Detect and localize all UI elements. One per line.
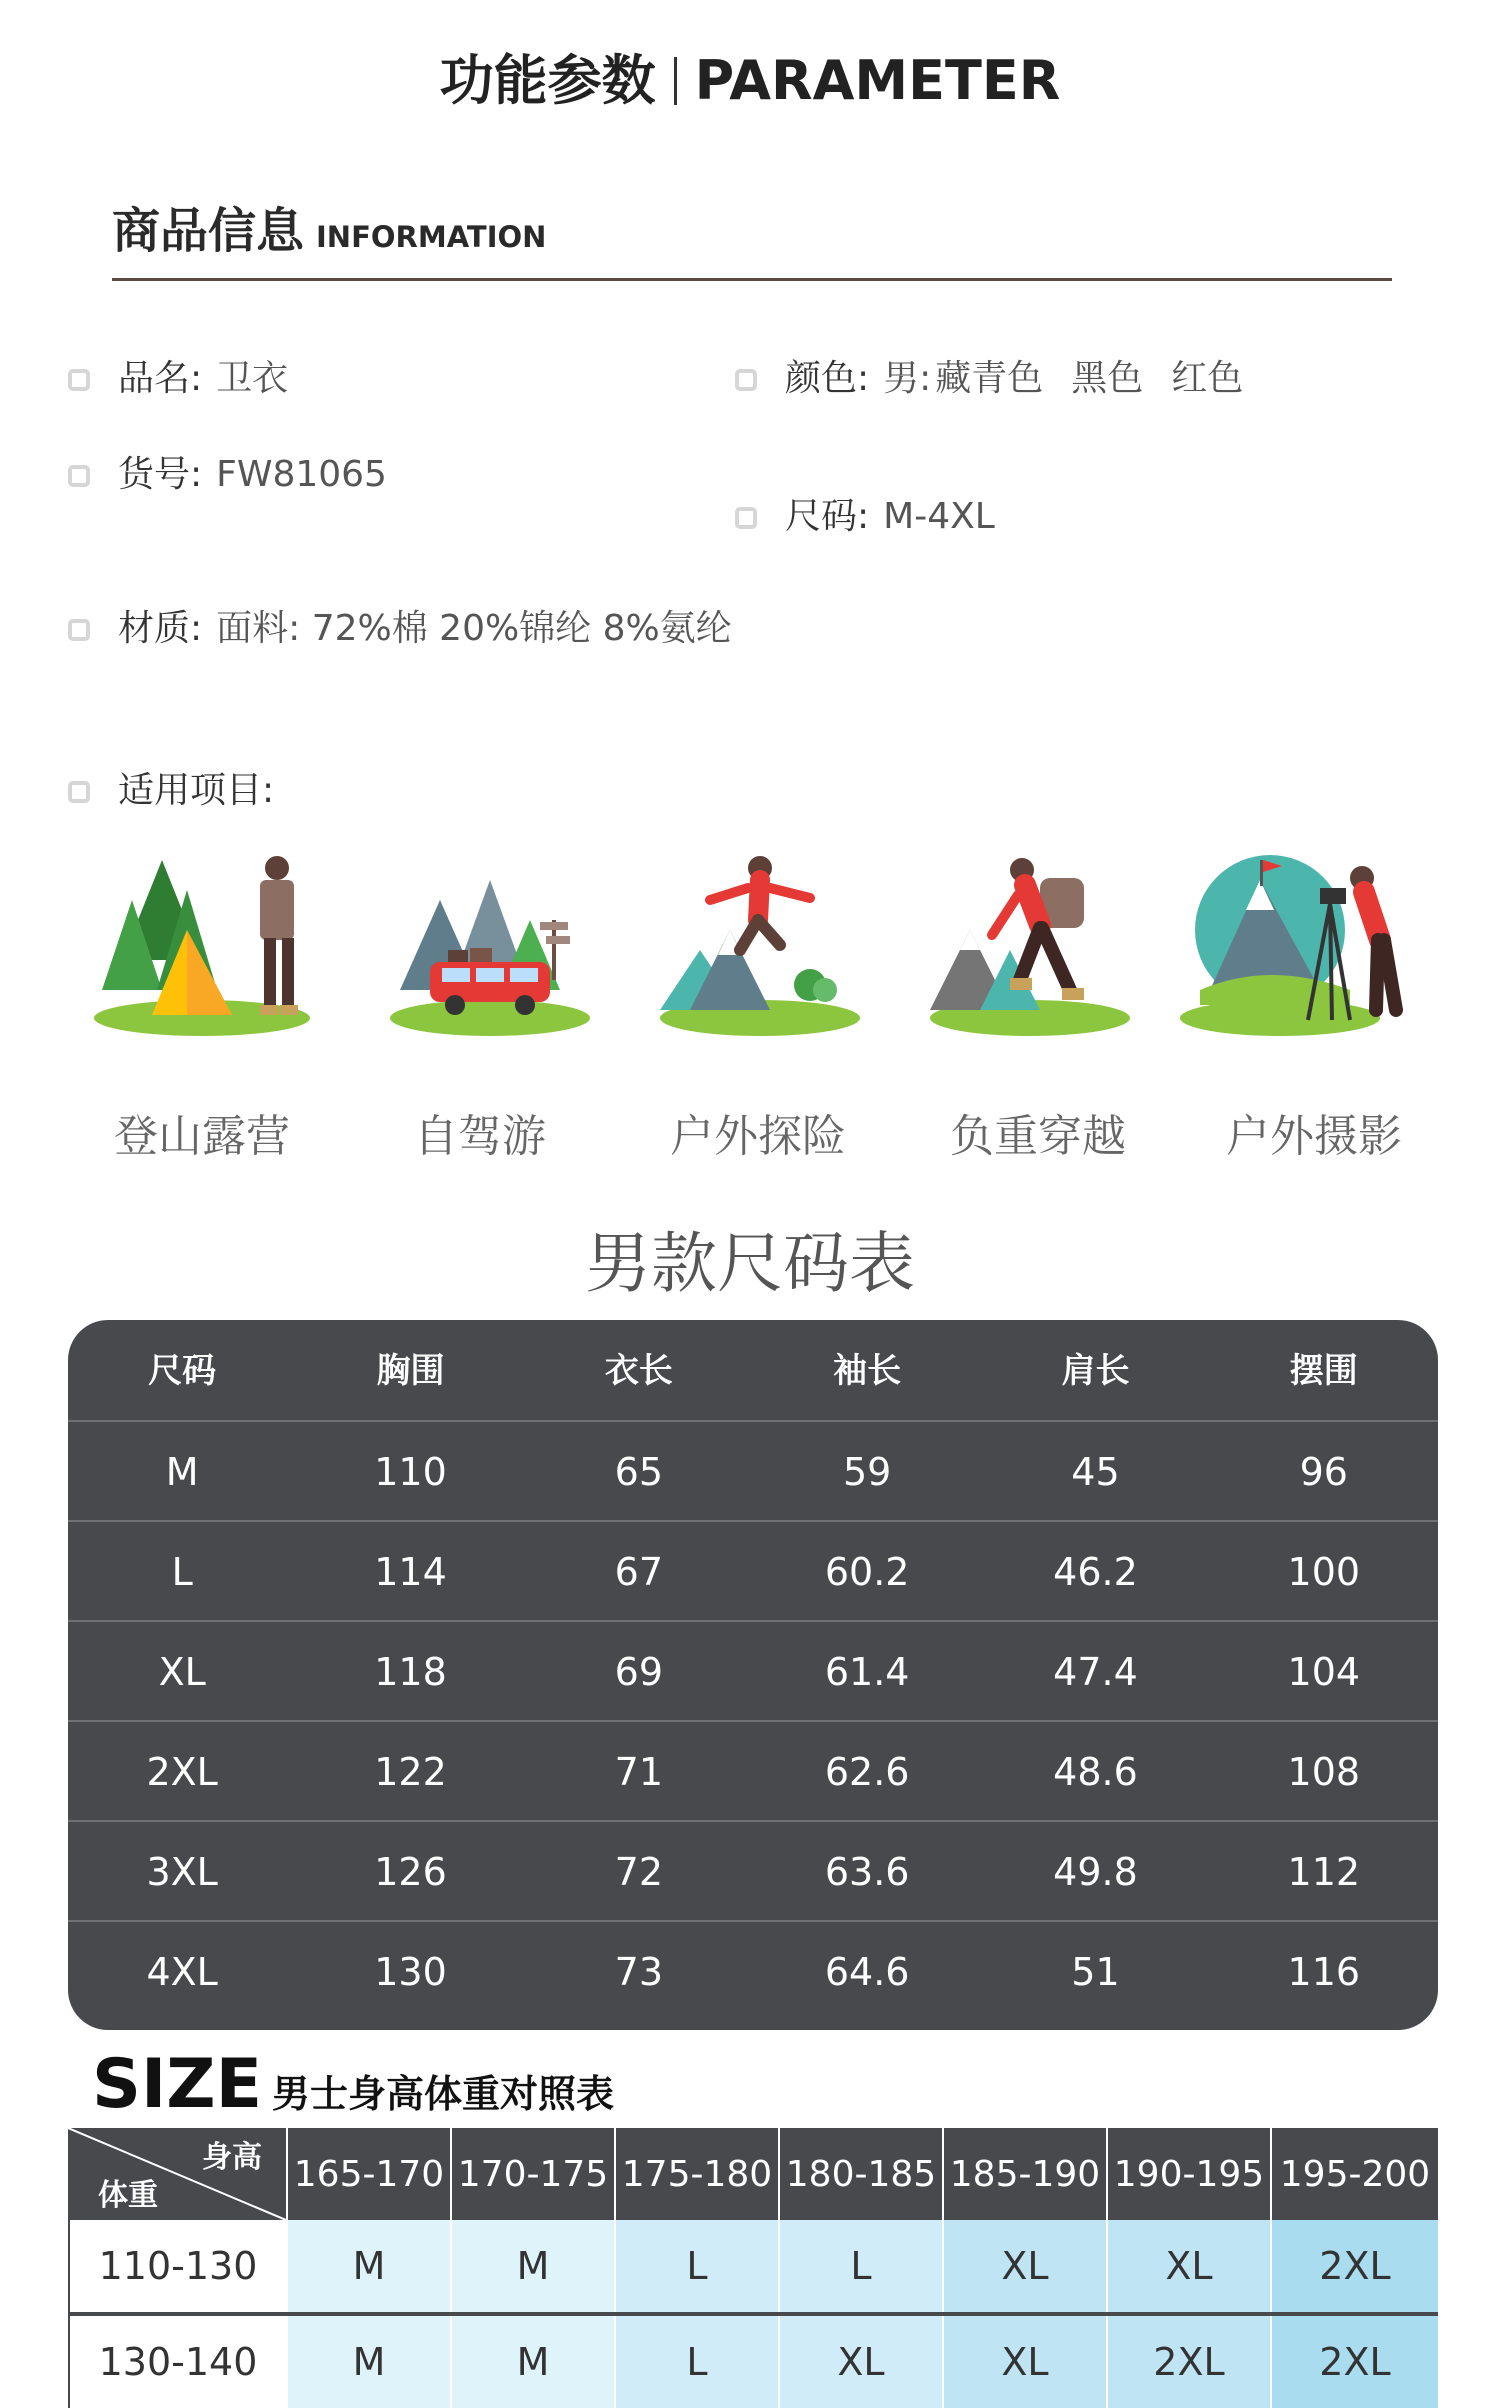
height-weight-table: [68, 2128, 1438, 2408]
table-row: [68, 2316, 1438, 2408]
material-label: 材质:: [118, 608, 203, 649]
cell-hem: 108: [1287, 1750, 1361, 1794]
cell-chest: 130: [374, 1950, 447, 1994]
name-label: 品名:: [118, 358, 203, 399]
cell-length: 67: [614, 1550, 663, 1594]
cell-sleeve: 63.6: [824, 1850, 910, 1894]
bullet-icon: [735, 507, 757, 529]
header-corner: [68, 2128, 286, 2220]
cell-shoulder: 47.4: [1053, 1650, 1138, 1694]
table-row: [68, 1522, 1438, 1622]
bullet-icon: [68, 781, 90, 803]
road-trip-icon: [370, 840, 610, 1040]
header-hem: 摆围: [1289, 1351, 1358, 1391]
title-divider: [674, 57, 677, 105]
cell-sleeve: 61.4: [824, 1650, 910, 1694]
activity-backpacking: [900, 840, 1160, 1040]
bullet-icon: [68, 619, 90, 641]
cell-size: M: [165, 1450, 199, 1494]
table-row: [68, 1722, 1438, 1822]
activity-adventure: [630, 840, 890, 1040]
activity-road-trip: [360, 840, 620, 1040]
item-no-value: FW81065: [216, 454, 387, 495]
height-header-row: [68, 2128, 1438, 2220]
height-range: 185-190: [942, 2128, 1106, 2220]
cell-length: 71: [614, 1750, 663, 1794]
corner-weight-label: 体重: [98, 2178, 158, 2213]
cell-sleeve: 62.6: [824, 1750, 910, 1794]
recommended-size: L: [778, 2220, 942, 2312]
cell-length: 69: [614, 1650, 663, 1694]
size-chart-table: [68, 1320, 1438, 2030]
recommended-size: 2XL: [1106, 2316, 1270, 2408]
name-value: 卫衣: [216, 358, 289, 399]
cell-chest: 126: [374, 1850, 447, 1894]
recommended-size: XL: [942, 2316, 1106, 2408]
info-item-material: [68, 600, 732, 651]
section-divider: [112, 278, 1392, 281]
activity-label-backpacking: 负重穿越: [950, 1111, 1126, 1162]
info-section-heading: [112, 192, 546, 261]
cell-size: 4XL: [146, 1950, 218, 1994]
recommended-size: XL: [778, 2316, 942, 2408]
recommended-size: XL: [942, 2220, 1106, 2312]
table-row: [68, 1922, 1438, 2030]
cell-shoulder: 45: [1071, 1450, 1120, 1494]
header-chest: 胸围: [376, 1351, 445, 1391]
cell-shoulder: 48.6: [1053, 1750, 1138, 1794]
cell-sleeve: 60.2: [824, 1550, 910, 1594]
activity-label-camping: 登山露营: [114, 1111, 290, 1162]
cell-size: 2XL: [146, 1750, 218, 1794]
cell-hem: 104: [1287, 1650, 1361, 1694]
height-range: 190-195: [1106, 2128, 1270, 2220]
color-red: 红色: [1171, 358, 1244, 399]
height-weight-heading: [92, 2045, 614, 2124]
cell-length: 72: [614, 1850, 663, 1894]
recommended-size: M: [286, 2220, 450, 2312]
cell-sleeve: 59: [842, 1450, 892, 1494]
header-length: 衣长: [604, 1351, 673, 1391]
activity-label-road-trip: 自驾游: [414, 1111, 546, 1162]
table-row: [68, 1622, 1438, 1722]
item-no-label: 货号:: [118, 454, 203, 495]
cell-length: 65: [614, 1450, 663, 1494]
corner-height-label: 身高: [202, 2140, 262, 2175]
cell-shoulder: 51: [1071, 1950, 1120, 1994]
header-shoulder: 肩长: [1061, 1351, 1130, 1391]
info-item-applicable: [68, 762, 274, 813]
header-size: 尺码: [148, 1351, 217, 1391]
activity-camping: [82, 840, 342, 1040]
recommended-size: M: [286, 2316, 450, 2408]
recommended-size: M: [450, 2316, 614, 2408]
recommended-size: L: [614, 2316, 778, 2408]
weight-range: 110-130: [68, 2220, 286, 2312]
cell-length: 73: [614, 1950, 663, 1994]
page-title: [0, 38, 1500, 115]
info-heading-cn: 商品信息: [112, 203, 305, 259]
activity-photography: [1170, 840, 1430, 1040]
page-title-cn: 功能参数: [439, 49, 656, 112]
cell-size: L: [171, 1550, 193, 1594]
cell-chest: 118: [374, 1650, 447, 1694]
weight-range: 130-140: [68, 2316, 286, 2408]
backpacking-icon: [910, 840, 1150, 1040]
photography-icon: [1180, 840, 1420, 1040]
cell-chest: 122: [374, 1750, 447, 1794]
size-chart-title: 男款尺码表: [585, 1225, 915, 1302]
cell-shoulder: 49.8: [1053, 1850, 1138, 1894]
height-range: 165-170: [286, 2128, 450, 2220]
color-navy: 藏青色: [935, 358, 1044, 399]
bullet-icon: [68, 465, 90, 487]
size-label: 尺码:: [785, 496, 870, 537]
recommended-size: XL: [1106, 2220, 1270, 2312]
cell-chest: 114: [374, 1550, 447, 1594]
recommended-size: 2XL: [1270, 2316, 1438, 2408]
size-value: M-4XL: [883, 496, 995, 537]
activity-label-adventure: 户外探险: [670, 1111, 846, 1162]
table-row: [68, 2220, 1438, 2312]
color-label: 颜色:: [785, 358, 870, 399]
cell-sleeve: 64.6: [824, 1950, 910, 1994]
height-range: 170-175: [450, 2128, 614, 2220]
cell-hem: 112: [1287, 1850, 1361, 1894]
header-sleeve: 袖长: [833, 1351, 902, 1391]
info-item-number: [68, 446, 387, 497]
info-heading-en: INFORMATION: [316, 220, 547, 254]
color-value: [883, 358, 1271, 399]
cell-size: 3XL: [146, 1850, 218, 1894]
height-range: 175-180: [614, 2128, 778, 2220]
recommended-size: L: [614, 2220, 778, 2312]
cell-hem: 100: [1287, 1550, 1361, 1594]
recommended-size: 2XL: [1270, 2220, 1438, 2312]
recommended-size: M: [450, 2220, 614, 2312]
material-value: 面料: 72%棉 20%锦纶 8%氨纶: [216, 608, 732, 649]
table-row: [68, 1422, 1438, 1522]
info-item-name: [68, 350, 288, 401]
size-heading-big: SIZE: [92, 2045, 263, 2124]
color-black: 黑色: [1071, 358, 1144, 399]
info-item-color: [735, 350, 1271, 401]
adventure-icon: [640, 840, 880, 1040]
cell-size: XL: [158, 1650, 206, 1694]
bullet-icon: [735, 369, 757, 391]
cell-shoulder: 46.2: [1053, 1550, 1138, 1594]
height-range: 195-200: [1270, 2128, 1438, 2220]
color-prefix: 男:: [883, 358, 932, 399]
info-item-size: [735, 488, 995, 539]
bullet-icon: [68, 369, 90, 391]
page-title-en: PARAMETER: [694, 49, 1061, 112]
cell-hem: 116: [1287, 1950, 1361, 1994]
size-chart-header-row: [68, 1320, 1438, 1422]
applicable-label: 适用项目:: [118, 770, 275, 811]
cell-hem: 96: [1299, 1450, 1348, 1494]
table-row: [68, 1822, 1438, 1922]
camping-icon: [92, 840, 332, 1040]
size-heading-cn: 男士身高体重对照表: [272, 2072, 615, 2116]
cell-chest: 110: [374, 1450, 447, 1494]
activity-label-photography: 户外摄影: [1226, 1111, 1402, 1162]
height-range: 180-185: [778, 2128, 942, 2220]
